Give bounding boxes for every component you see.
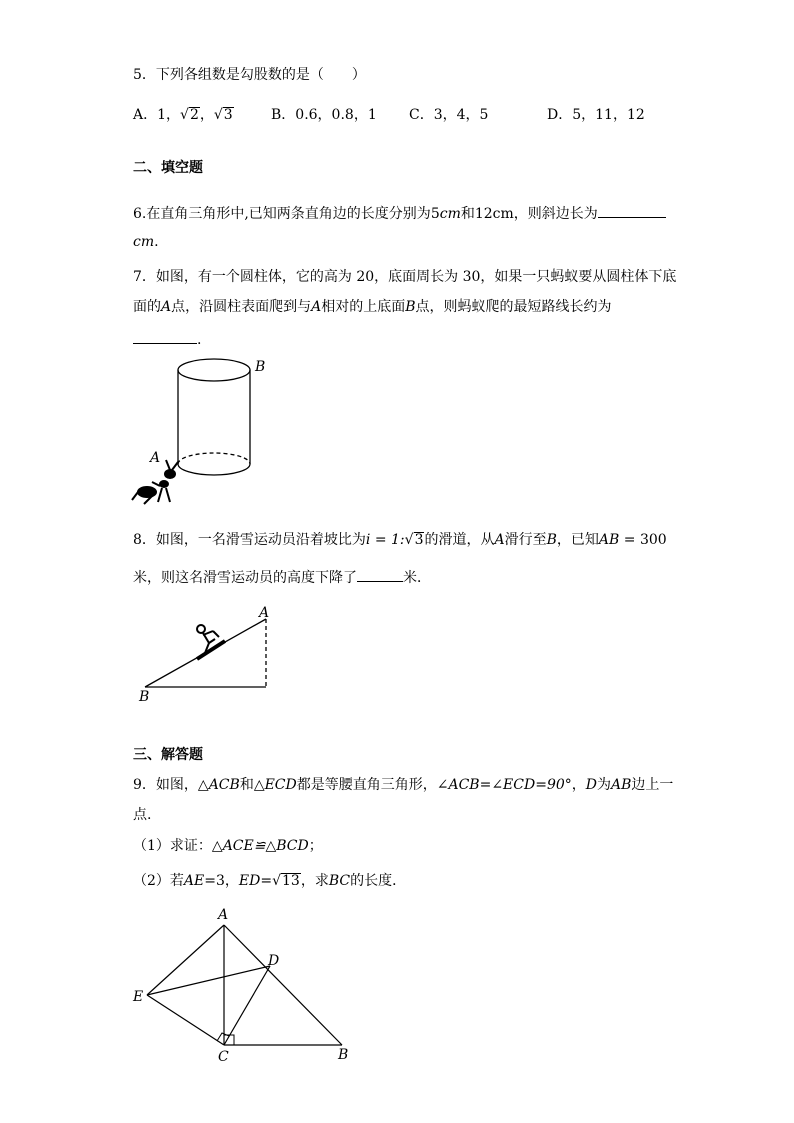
- q5-option-b: B．0.6，0.8，1: [271, 107, 377, 123]
- cylinder-bottom-front-arc: [178, 464, 250, 475]
- q9-line1: 9．如图，△ACB和△ECD都是等腰直角三角形，∠ACB=∠ECD=90°，D为AB边上一: [133, 777, 674, 793]
- segment-ea: [147, 925, 224, 995]
- segment-ed: [147, 966, 270, 995]
- cylinder-figure: [130, 352, 280, 512]
- label-a: A: [150, 450, 161, 466]
- q5-option-c: C．3，4，5: [409, 107, 489, 123]
- label-b: B: [338, 1047, 349, 1063]
- q9-part1: （1）求证：△ACE≌△BCD；: [133, 838, 323, 854]
- segment-ec: [147, 995, 224, 1045]
- segment-cd: [224, 966, 270, 1045]
- q7-line2: 面的A点，沿圆柱表面爬到与A相对的上底面B点，则蚂蚁爬的最短路线长约为: [133, 299, 612, 315]
- q5-stem: 5．下列各组数是勾股数的是（ ）: [133, 67, 366, 83]
- q9-line2: 点.: [133, 807, 152, 823]
- label-b: B: [255, 359, 266, 375]
- q8-line2: 米，则这名滑雪运动员的高度下降了 米．: [133, 570, 431, 586]
- q7-line1: 7．如图，有一个圆柱体，它的高为 20，底面周长为 30，如果一只蚂蚁要从圆柱体下底: [133, 269, 677, 285]
- skier-icon: [197, 625, 225, 659]
- label-d: D: [268, 953, 280, 969]
- q7-answer-blank: [133, 330, 197, 344]
- label-e: E: [133, 989, 144, 1005]
- q8-answer-blank: [357, 568, 403, 582]
- q9-part2: （2）若AE=3，ED=√13，求BC的长度．: [133, 873, 407, 889]
- cylinder-top-ellipse: [178, 359, 250, 381]
- label-a: A: [218, 907, 229, 923]
- section-heading-solve: 三、解答题: [133, 747, 203, 763]
- q5-option-d: D．5，11，12: [547, 107, 645, 123]
- cylinder-bottom-back-arc: [178, 453, 250, 464]
- segment-ab: [224, 925, 342, 1045]
- label-a: A: [259, 605, 270, 621]
- q6-answer-blank: [598, 204, 666, 218]
- q5-option-a: A．1，√2，√3: [133, 107, 233, 123]
- triangles-figure: [130, 905, 360, 1070]
- ant-icon: [132, 460, 178, 504]
- label-b: B: [139, 689, 150, 705]
- label-c: C: [218, 1049, 229, 1065]
- q8-line1: 8．如图，一名滑雪运动员沿着坡比为i = 1:√3的滑道，从A滑行至B，已知AB = 300: [133, 532, 667, 548]
- q6-line2: cm.: [133, 234, 159, 250]
- ski-slope-figure: [135, 605, 285, 705]
- q6-line1: 6.在直角三角形中,已知两条直角边的长度分别为5cm和12cm，则斜边长为: [133, 204, 666, 223]
- q7-line3: .: [133, 330, 201, 349]
- section-heading-fill-in: 二、填空题: [133, 160, 203, 176]
